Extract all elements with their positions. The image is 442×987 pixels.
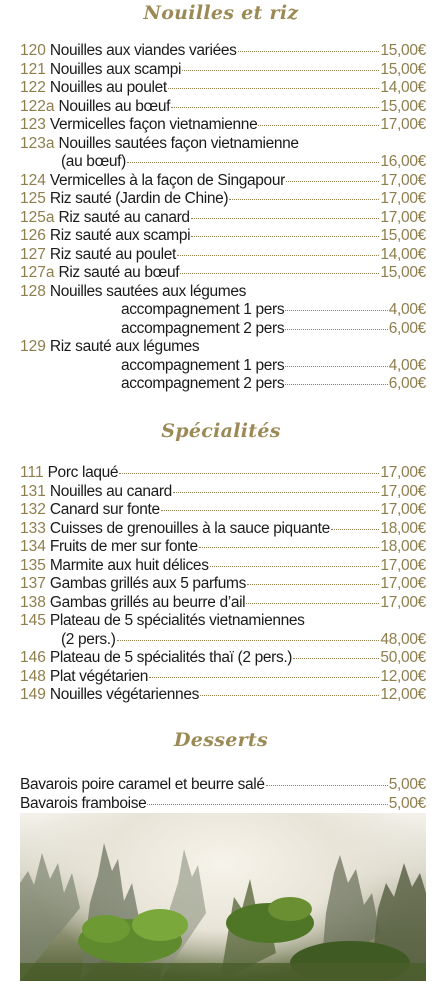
item-number: 111 bbox=[20, 464, 44, 481]
menu-item-row bbox=[20, 116, 426, 135]
item-price: 14,00€ bbox=[380, 245, 426, 263]
item-number: 123 bbox=[20, 116, 46, 133]
item-number: 125a bbox=[20, 208, 55, 226]
item-price: 6,00€ bbox=[388, 319, 426, 337]
item-name: Nouilles au bœuf bbox=[58, 97, 171, 115]
menu-item-row bbox=[20, 594, 426, 613]
dot-leader bbox=[247, 572, 379, 585]
dot-leader bbox=[293, 646, 379, 659]
item-price: 15,00€ bbox=[380, 97, 426, 115]
menu-item-row bbox=[20, 686, 426, 705]
landscape-photo bbox=[20, 813, 426, 981]
dot-leader bbox=[285, 317, 387, 330]
dot-leader bbox=[191, 206, 380, 219]
dot-leader bbox=[200, 683, 379, 696]
dot-leader bbox=[191, 224, 379, 237]
item-price: 4,00€ bbox=[388, 356, 426, 374]
dot-leader bbox=[285, 372, 387, 385]
menu-item-row bbox=[20, 320, 426, 339]
item-number: 149 bbox=[20, 686, 46, 703]
section-title-desserts: Desserts bbox=[174, 729, 268, 751]
menu-item-row bbox=[20, 795, 426, 814]
item-name: Nouilles végétariennes bbox=[49, 686, 199, 703]
item-number: 138 bbox=[20, 593, 46, 611]
item-name: accompagnement 1 pers bbox=[121, 301, 285, 318]
item-name: Plat végétarien bbox=[49, 667, 149, 685]
dot-leader bbox=[285, 298, 387, 311]
dot-leader bbox=[266, 773, 388, 786]
item-price: 17,00€ bbox=[380, 208, 426, 226]
item-number: 131 bbox=[20, 482, 46, 500]
item-name: Nouilles au canard bbox=[49, 482, 172, 500]
item-price: 12,00€ bbox=[380, 686, 426, 703]
item-price: 17,00€ bbox=[380, 464, 426, 481]
item-number: 134 bbox=[20, 538, 46, 555]
item-name: Riz sauté aux légumes bbox=[49, 338, 200, 355]
item-price: 15,00€ bbox=[380, 264, 426, 281]
item-price: 17,00€ bbox=[380, 171, 426, 189]
item-name: Bavarois framboise bbox=[20, 794, 147, 812]
dot-leader bbox=[180, 261, 379, 274]
item-number: 129 bbox=[20, 338, 46, 355]
item-price: 15,00€ bbox=[380, 60, 426, 78]
item-number: 125 bbox=[20, 190, 46, 207]
item-name: Marmite aux huit délices bbox=[49, 556, 209, 574]
item-name: Vermicelles façon vietnamienne bbox=[49, 116, 258, 133]
item-price: 5,00€ bbox=[388, 794, 426, 812]
item-name: Canard sur fonte bbox=[49, 501, 160, 518]
noodles-list bbox=[20, 42, 426, 394]
dot-leader bbox=[127, 150, 379, 163]
item-price: 48,00€ bbox=[380, 630, 426, 648]
dot-leader bbox=[171, 95, 379, 108]
item-number: 145 bbox=[20, 612, 46, 629]
item-number: 120 bbox=[20, 42, 46, 59]
specialties-list bbox=[20, 464, 426, 705]
dot-leader bbox=[147, 792, 387, 805]
item-number: 148 bbox=[20, 667, 46, 685]
dot-leader bbox=[210, 554, 380, 567]
item-price: 15,00€ bbox=[380, 227, 426, 244]
dot-leader bbox=[117, 628, 380, 641]
item-name: accompagnement 1 pers bbox=[121, 356, 285, 374]
item-number: 121 bbox=[20, 60, 46, 78]
dot-leader bbox=[173, 480, 379, 493]
item-name: Fruits de mer sur fonte bbox=[49, 538, 198, 555]
item-name: Riz sauté au canard bbox=[58, 208, 190, 226]
item-price: 50,00€ bbox=[380, 649, 426, 666]
item-number: 146 bbox=[20, 649, 46, 666]
dot-leader bbox=[246, 591, 379, 604]
item-number: 124 bbox=[20, 171, 46, 189]
item-price: 17,00€ bbox=[380, 482, 426, 500]
item-price: 4,00€ bbox=[388, 301, 426, 318]
dot-leader bbox=[161, 498, 380, 511]
item-number: 122a bbox=[20, 97, 55, 115]
item-number: 132 bbox=[20, 501, 46, 518]
item-price: 17,00€ bbox=[380, 593, 426, 611]
dot-leader bbox=[331, 517, 380, 530]
item-name: Cuisses de grenouilles à la sauce piquante bbox=[49, 519, 330, 537]
item-name: Porc laqué bbox=[47, 464, 119, 481]
dot-leader bbox=[149, 665, 379, 678]
item-name: (au bœuf) bbox=[61, 153, 126, 170]
item-name: Riz sauté au poulet bbox=[49, 245, 176, 263]
dot-leader bbox=[286, 169, 379, 182]
item-price: 14,00€ bbox=[380, 79, 426, 96]
item-price: 17,00€ bbox=[380, 556, 426, 574]
item-price: 17,00€ bbox=[380, 501, 426, 518]
item-number: 137 bbox=[20, 575, 46, 592]
item-name: Riz sauté au bœuf bbox=[58, 264, 180, 281]
item-name: Bavarois poire caramel et beurre salé bbox=[20, 776, 265, 793]
item-name: Nouilles au poulet bbox=[49, 79, 167, 96]
item-name: (2 pers.) bbox=[61, 630, 116, 648]
menu-item-row bbox=[20, 264, 426, 283]
item-price: 5,00€ bbox=[388, 776, 426, 793]
dot-leader bbox=[119, 461, 379, 474]
item-price: 6,00€ bbox=[388, 375, 426, 392]
item-name: Plateau de 5 spécialités vietnamiennes bbox=[49, 612, 305, 629]
item-price: 18,00€ bbox=[380, 538, 426, 555]
item-number: 127a bbox=[20, 264, 55, 281]
desserts-list bbox=[20, 776, 426, 813]
dot-leader bbox=[199, 535, 380, 548]
dot-leader bbox=[258, 113, 379, 126]
item-price: 15,00€ bbox=[380, 42, 426, 59]
item-number: 133 bbox=[20, 519, 46, 537]
dot-leader bbox=[229, 187, 379, 200]
item-price: 17,00€ bbox=[380, 190, 426, 207]
item-price: 17,00€ bbox=[380, 116, 426, 133]
item-name: Nouilles sautées façon vietnamienne bbox=[58, 134, 299, 152]
item-name: Nouilles sautées aux légumes bbox=[49, 282, 246, 300]
item-number: 123a bbox=[20, 134, 55, 152]
item-price: 12,00€ bbox=[380, 667, 426, 685]
item-number: 128 bbox=[20, 282, 46, 300]
item-name: Nouilles aux scampi bbox=[49, 60, 182, 78]
item-name: Vermicelles à la façon de Singapour bbox=[49, 171, 285, 189]
item-number: 122 bbox=[20, 79, 46, 96]
section-title-specialties: Spécialités bbox=[161, 420, 281, 442]
item-name: Nouilles aux viandes variées bbox=[49, 42, 237, 59]
item-number: 126 bbox=[20, 227, 46, 244]
item-price: 16,00€ bbox=[380, 153, 426, 170]
item-number: 127 bbox=[20, 245, 46, 263]
dot-leader bbox=[285, 354, 387, 367]
menu-item-row bbox=[20, 375, 426, 394]
item-price: 17,00€ bbox=[380, 575, 426, 592]
item-number: 135 bbox=[20, 556, 46, 574]
item-name: Riz sauté aux scampi bbox=[49, 227, 191, 244]
section-title-noodles: Nouilles et riz bbox=[143, 2, 299, 24]
dot-leader bbox=[168, 76, 380, 89]
item-name: Plateau de 5 spécialités thaï (2 pers.) bbox=[49, 649, 293, 666]
dot-leader bbox=[238, 39, 380, 52]
karst-mountains-image bbox=[20, 813, 426, 981]
dot-leader bbox=[182, 58, 379, 71]
item-name: accompagnement 2 pers bbox=[121, 319, 285, 337]
item-price: 18,00€ bbox=[380, 519, 426, 537]
item-name: Gambas grillés aux 5 parfums bbox=[49, 575, 246, 592]
item-name: Gambas grillés au beurre d’ail bbox=[49, 593, 246, 611]
item-name: Riz sauté (Jardin de Chine) bbox=[49, 190, 229, 207]
item-name: accompagnement 2 pers bbox=[121, 375, 285, 392]
dot-leader bbox=[177, 243, 379, 256]
